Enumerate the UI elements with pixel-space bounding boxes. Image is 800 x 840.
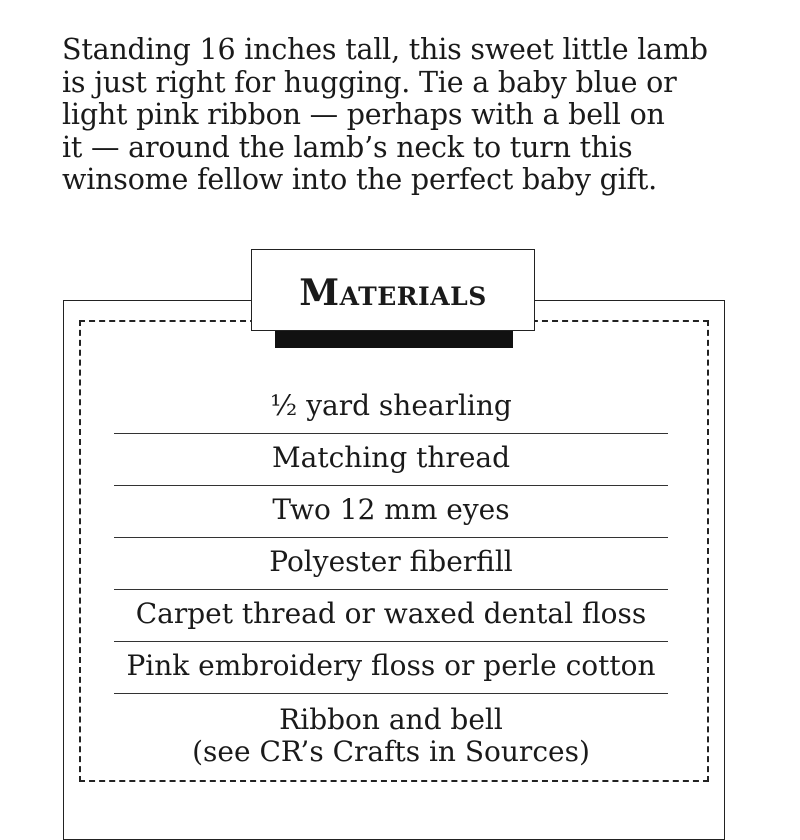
list-item <box>114 694 668 768</box>
list-item <box>114 486 668 538</box>
material-label: Polyester fiberfill <box>269 545 513 578</box>
list-item <box>114 434 668 486</box>
materials-title-underbar <box>275 331 513 348</box>
material-label: ½ yard shearling <box>270 389 512 422</box>
material-label: Ribbon and bell <box>279 703 503 736</box>
list-item <box>114 538 668 590</box>
intro-line: it — around the lamb’s neck to turn this <box>62 130 633 164</box>
list-item <box>114 382 668 434</box>
material-label: Pink embroidery floss or perle cotton <box>126 649 656 682</box>
intro-line: is just right for hugging. Tie a baby blue or <box>62 65 677 99</box>
list-item <box>114 590 668 642</box>
material-note: (see CR’s Crafts in Sources) <box>192 735 590 768</box>
material-label: Two 12 mm eyes <box>272 493 510 526</box>
materials-list <box>114 382 668 768</box>
material-label: Carpet thread or waxed dental floss <box>135 597 647 630</box>
intro-line: winsome fellow into the perfect baby gift. <box>62 163 658 196</box>
materials-title-tab <box>251 249 535 331</box>
intro-line: Standing 16 inches tall, this sweet little lamb <box>62 33 708 66</box>
intro-line: light pink ribbon — perhaps with a bell on <box>62 98 665 131</box>
intro-paragraph <box>62 34 742 197</box>
materials-title: Materials <box>299 272 487 314</box>
material-label: Matching thread <box>272 441 510 474</box>
list-item <box>114 642 668 694</box>
